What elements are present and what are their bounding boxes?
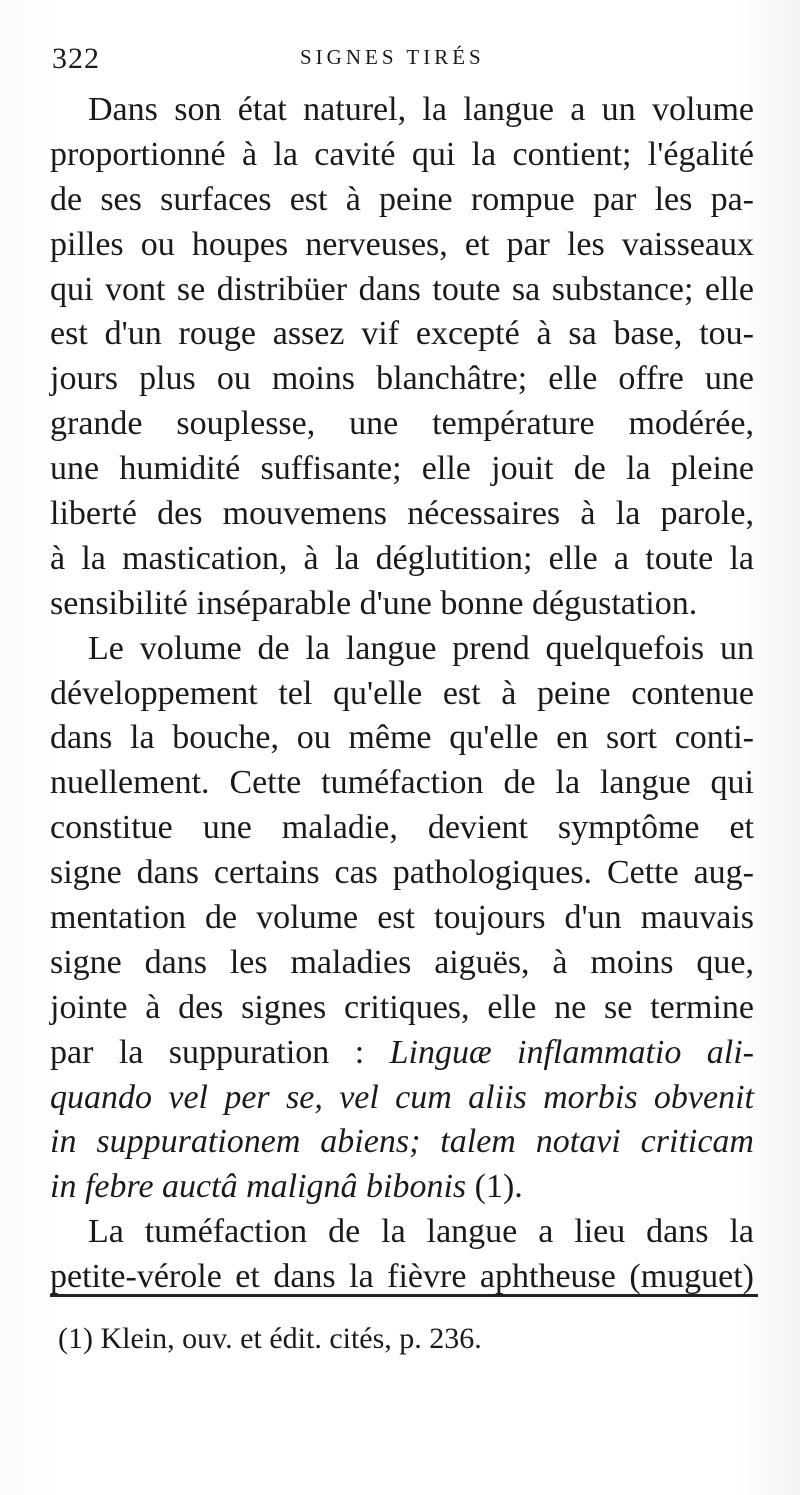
- text-line: signe dans certains cas pathologiques. Cette aug-: [50, 854, 754, 892]
- text-line: jointe à des signes critiques, elle ne se termine: [50, 988, 754, 1026]
- latin-quote: Linguæ inflammatio ali-: [389, 1033, 755, 1071]
- running-head: SIGNES TIRÉS: [300, 45, 485, 69]
- text-line: pilles ou houpes nerveuses, et par les vaisseaux: [50, 225, 754, 263]
- text-line: à la mastication, à la déglutition; elle a toute la: [50, 539, 754, 577]
- footnote-rule: [50, 1294, 758, 1297]
- text-line: de ses surfaces est à peine rompue par les pa-: [50, 180, 754, 218]
- text-line: signe dans les maladies aiguës, à moins que,: [50, 943, 754, 981]
- text-line: petite-vérole et dans la fièvre aphtheuse (muguet): [50, 1258, 754, 1296]
- text-line: constitue une maladie, devient symptôme et: [50, 809, 754, 847]
- body-text: [50, 88, 754, 1300]
- text-line: nuellement. Cette tuméfaction de la langue qui: [50, 764, 754, 802]
- text-line: Dans son état naturel, la langue a un volume: [88, 91, 754, 128]
- footnote-ref: (1).: [466, 1168, 523, 1206]
- latin-quote: in febre auctâ malignâ bibonis: [50, 1168, 467, 1206]
- text-line: dans la bouche, ou même qu'elle en sort conti-: [50, 719, 754, 757]
- page-number: 322: [52, 42, 100, 75]
- latin-quote-line: in suppurationem abiens; talem notavi criticam: [50, 1123, 754, 1161]
- text-line: Le volume de la langue prend quelquefois un: [88, 629, 754, 667]
- text-line: mentation de volume est toujours d'un mauvais: [50, 899, 754, 937]
- text-line: une humidité suffisante; elle jouit de la pleine: [50, 450, 754, 488]
- latin-quote-line: quando vel per se, vel cum aliis morbis obvenit: [50, 1078, 754, 1116]
- text-line: sensibilité inséparable d'une bonne dégustation.: [50, 584, 698, 622]
- text-line: liberté des mouvemens nécessaires à la parole,: [50, 495, 754, 533]
- text-line: La tuméfaction de la langue a lieu dans la: [88, 1213, 754, 1251]
- text-line: grande souplesse, une température modérée,: [50, 405, 754, 443]
- text-line: proportionné à la cavité qui la contient; l'égalité: [50, 135, 754, 173]
- text-line: est d'un rouge assez vif excepté à sa base, tou-: [50, 315, 754, 353]
- text-line: [50, 1031, 754, 1076]
- text-line: jours plus ou moins blanchâtre; elle offre une: [50, 360, 754, 398]
- footnote: (1) Klein, ouv. et édit. cités, p. 236.: [58, 1322, 482, 1355]
- text-line: qui vont se distribüer dans toute sa substance; elle: [50, 270, 754, 308]
- text-line: [50, 1165, 754, 1210]
- text-line: développement tel qu'elle est à peine contenue: [50, 674, 754, 712]
- text-roman: par la suppuration :: [50, 1033, 390, 1071]
